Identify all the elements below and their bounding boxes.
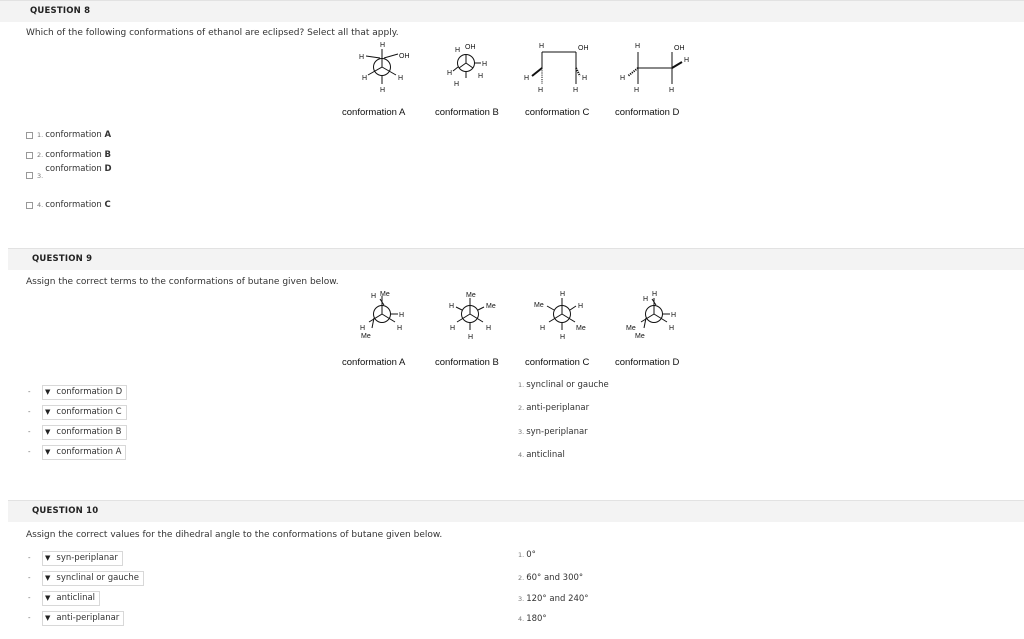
svg-text:OH: OH: [399, 53, 410, 60]
svg-text:H: H: [359, 54, 365, 61]
svg-text:H: H: [671, 312, 677, 319]
q8-molecule-a: [354, 40, 414, 100]
svg-text:H: H: [539, 43, 545, 50]
q8-option-4-checkbox[interactable]: [26, 202, 33, 209]
svg-text:H: H: [360, 325, 366, 332]
svg-text:H: H: [399, 312, 405, 319]
svg-text:H: H: [380, 87, 386, 94]
chevron-down-icon[interactable]: ▼: [45, 574, 51, 582]
chevron-down-icon[interactable]: ▼: [45, 408, 51, 416]
question-9-header: [8, 248, 1024, 270]
q9-select-4[interactable]: ▼ conformation A: [42, 445, 126, 460]
q9-molecule-c: [530, 288, 600, 348]
svg-text:Me: Me: [576, 325, 586, 332]
svg-text:Me: Me: [486, 303, 496, 310]
q8-option-3-checkbox[interactable]: [26, 172, 33, 179]
chevron-down-icon[interactable]: ▼: [45, 448, 51, 456]
svg-text:OH: OH: [674, 45, 685, 52]
svg-text:H: H: [397, 325, 403, 332]
svg-text:Me: Me: [380, 291, 390, 298]
svg-text:H: H: [578, 303, 584, 310]
q10-select-row-2: - ▼ synclinal or gauche: [28, 570, 144, 586]
svg-text:H: H: [362, 75, 368, 82]
q10-answer-2: 2. 60° and 300°: [518, 573, 584, 583]
q8-option-3[interactable]: 3. conformation D: [26, 170, 112, 180]
q8-label-a: conformation A: [342, 107, 406, 118]
question-9-prompt: Assign the correct terms to the conformations of butane given below.: [26, 277, 339, 287]
question-8-header: [0, 0, 1024, 22]
q8-molecule-d: [612, 40, 692, 100]
chevron-down-icon[interactable]: ▼: [45, 554, 51, 562]
q8-molecule-c: [520, 40, 600, 100]
q9-answer-1: 1. synclinal or gauche: [518, 380, 609, 390]
q9-select-2[interactable]: ▼ conformation C: [42, 405, 127, 420]
q9-molecule-a: [356, 288, 416, 348]
chevron-down-icon[interactable]: ▼: [45, 614, 51, 622]
q10-select-1[interactable]: ▼ syn-periplanar: [42, 551, 123, 566]
q9-select-row-2: - ▼ conformation C: [28, 404, 127, 420]
q10-answer-4: 4. 180°: [518, 614, 547, 624]
q8-option-2-checkbox[interactable]: [26, 152, 33, 159]
q9-select-row-4: - ▼ conformation A: [28, 444, 126, 460]
question-9-title: QUESTION 9: [32, 254, 93, 264]
svg-text:Me: Me: [635, 333, 645, 340]
q10-select-3[interactable]: ▼ anticlinal: [42, 591, 100, 606]
question-10-title: QUESTION 10: [32, 506, 99, 516]
q9-select-row-3: - ▼ conformation B: [28, 424, 127, 440]
question-8-prompt: Which of the following conformations of ethanol are eclipsed? Select all that apply.: [26, 28, 399, 38]
svg-text:H: H: [478, 73, 484, 80]
svg-text:H: H: [482, 61, 488, 68]
svg-text:H: H: [560, 334, 566, 341]
q9-answer-4: 4. anticlinal: [518, 450, 565, 460]
svg-text:H: H: [582, 75, 588, 82]
q9-select-row-1: - ▼ conformation D: [28, 384, 127, 400]
q10-select-row-3: - ▼ anticlinal: [28, 590, 100, 606]
chevron-down-icon[interactable]: ▼: [45, 594, 51, 602]
q8-option-1[interactable]: 1. conformation A: [26, 130, 111, 140]
chevron-down-icon[interactable]: ▼: [45, 428, 51, 436]
svg-text:Me: Me: [626, 325, 636, 332]
q10-select-2[interactable]: ▼ synclinal or gauche: [42, 571, 144, 586]
svg-text:H: H: [652, 291, 658, 298]
svg-text:OH: OH: [465, 44, 476, 51]
q9-label-d: conformation D: [615, 357, 680, 368]
q8-option-2[interactable]: 2. conformation B: [26, 150, 111, 160]
q9-label-a: conformation A: [342, 357, 406, 368]
svg-text:Me: Me: [361, 333, 371, 340]
svg-text:H: H: [447, 70, 453, 77]
svg-text:H: H: [635, 43, 641, 50]
svg-text:Me: Me: [466, 292, 476, 299]
svg-text:H: H: [449, 303, 455, 310]
svg-text:H: H: [540, 325, 546, 332]
svg-text:H: H: [634, 87, 640, 94]
q10-select-row-4: - ▼ anti-periplanar: [28, 610, 124, 626]
svg-text:H: H: [486, 325, 492, 332]
q10-select-row-1: - ▼ syn-periplanar: [28, 550, 123, 566]
svg-text:H: H: [560, 291, 566, 298]
svg-text:H: H: [669, 325, 675, 332]
svg-text:H: H: [468, 334, 474, 341]
svg-text:H: H: [538, 87, 544, 94]
svg-text:H: H: [450, 325, 456, 332]
svg-text:H: H: [524, 75, 530, 82]
svg-text:H: H: [455, 47, 461, 54]
question-10-prompt: Assign the correct values for the dihedral angle to the conformations of butane given below.: [26, 530, 443, 540]
svg-text:H: H: [573, 87, 579, 94]
q8-label-c: conformation C: [525, 107, 590, 118]
question-8-title: QUESTION 8: [30, 6, 91, 16]
svg-text:H: H: [684, 57, 690, 64]
q8-label-d: conformation D: [615, 107, 680, 118]
svg-text:H: H: [380, 42, 386, 49]
q9-answer-2: 2. anti-periplanar: [518, 403, 590, 413]
question-10-header: [8, 500, 1024, 522]
svg-text:H: H: [643, 296, 649, 303]
svg-text:Me: Me: [534, 302, 544, 309]
q9-select-1[interactable]: ▼ conformation D: [42, 385, 127, 400]
q9-molecule-d: [622, 288, 692, 348]
svg-text:OH: OH: [578, 45, 589, 52]
q9-answer-3: 3. syn-periplanar: [518, 427, 588, 437]
q9-label-c: conformation C: [525, 357, 590, 368]
svg-text:H: H: [620, 75, 626, 82]
q10-answer-1: 1. 0°: [518, 550, 536, 560]
svg-text:H: H: [669, 87, 675, 94]
svg-text:H: H: [398, 75, 404, 82]
q10-answer-3: 3. 120° and 240°: [518, 594, 589, 604]
q8-option-4[interactable]: 4. conformation C: [26, 200, 111, 210]
q8-option-1-checkbox[interactable]: [26, 132, 33, 139]
q9-label-b: conformation B: [435, 357, 499, 368]
q8-label-b: conformation B: [435, 107, 499, 118]
q9-molecule-b: [446, 288, 506, 348]
q9-select-3[interactable]: ▼ conformation B: [42, 425, 127, 440]
chevron-down-icon[interactable]: ▼: [45, 388, 51, 396]
svg-text:H: H: [454, 81, 460, 88]
q8-molecule-b: [444, 40, 504, 100]
q10-select-4[interactable]: ▼ anti-periplanar: [42, 611, 124, 626]
svg-text:H: H: [371, 293, 377, 300]
